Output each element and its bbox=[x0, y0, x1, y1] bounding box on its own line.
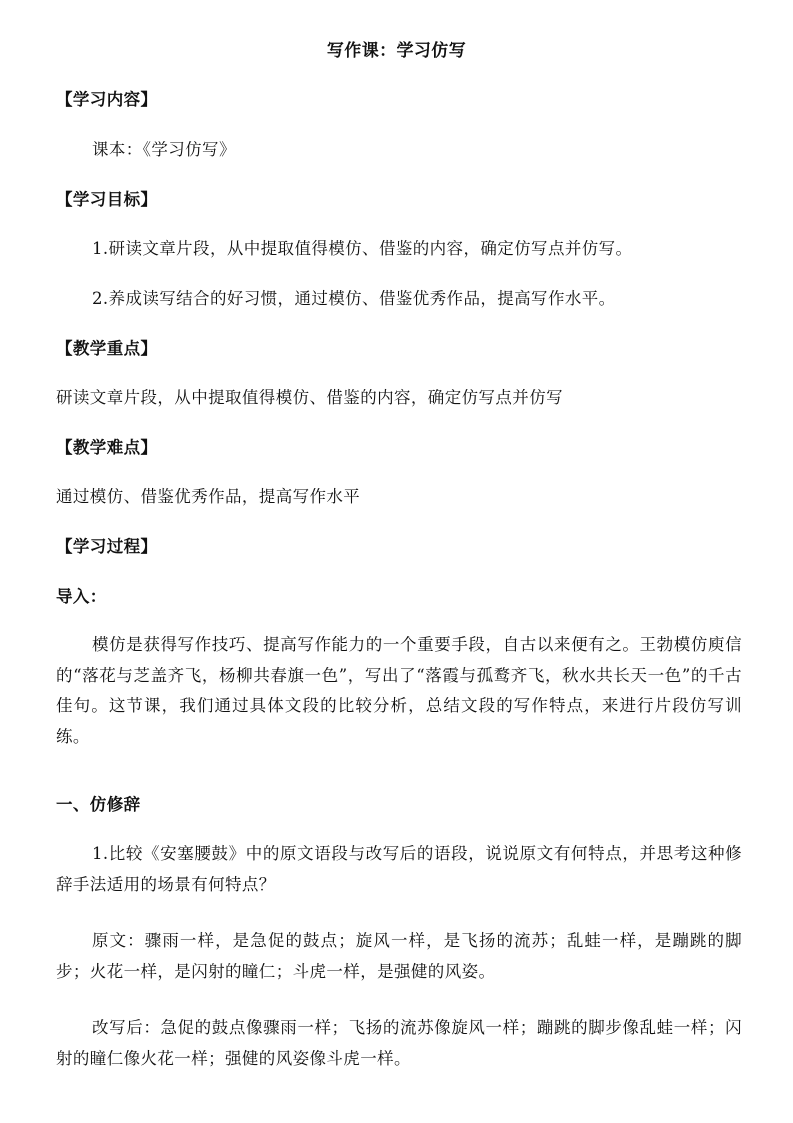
teaching-difficulty-heading: 【教学难点】 bbox=[56, 438, 158, 457]
learning-process-heading: 【学习过程】 bbox=[56, 537, 158, 556]
learning-goals-heading: 【学习目标】 bbox=[56, 190, 158, 209]
question-1-paragraph: 1.比较《安塞腰鼓》中的原文语段与改写后的语段，说说原文有何特点，并思考这种修辞手法适用的场景有何特点？ bbox=[56, 844, 742, 894]
rewritten-text-paragraph: 改写后：急促的鼓点像骤雨一样；飞扬的流苏像旋风一样；蹦跳的脚步像乱蛙一样；闪射的瞳仁像火花一样；强健的风姿像斗虎一样。 bbox=[56, 1018, 742, 1068]
teaching-key-text: 研读文章片段，从中提取值得模仿、借鉴的内容，确定仿写点并仿写 bbox=[56, 388, 563, 407]
part1-heading: 一、仿修辞 bbox=[56, 795, 141, 814]
intro-paragraph: 模仿是获得写作技巧、提高写作能力的一个重要手段，自古以来便有之。王勃模仿庾信的“落花与芝盖齐飞，杨柳共春旗一色”，写出了“落霞与孤鹜齐飞，秋水共长天一色”的千古佳句。这节课，我们通过具体文段的比较分析，总结文段的写作特点，来进行片段仿写训练。 bbox=[56, 635, 742, 746]
document-title: 写作课：学习仿写 bbox=[326, 41, 467, 61]
intro-heading: 导入： bbox=[56, 587, 107, 606]
learning-goal-1: 1.研读文章片段，从中提取值得模仿、借鉴的内容，确定仿写点并仿写。 bbox=[92, 239, 633, 258]
learning-goal-2: 2.养成读写结合的好习惯，通过模仿、借鉴优秀作品，提高写作水平。 bbox=[92, 289, 616, 308]
learning-content-text: 课本：《学习仿写》 bbox=[92, 140, 236, 159]
original-text-paragraph: 原文：骤雨一样，是急促的鼓点；旋风一样，是飞扬的流苏；乱蛙一样，是蹦跳的脚步；火花一样，是闪射的瞳仁；斗虎一样，是强健的风姿。 bbox=[56, 931, 742, 981]
teaching-key-heading: 【教学重点】 bbox=[56, 339, 158, 358]
learning-content-heading: 【学习内容】 bbox=[56, 90, 158, 109]
teaching-difficulty-text: 通过模仿、借鉴优秀作品，提高写作水平 bbox=[56, 487, 361, 506]
